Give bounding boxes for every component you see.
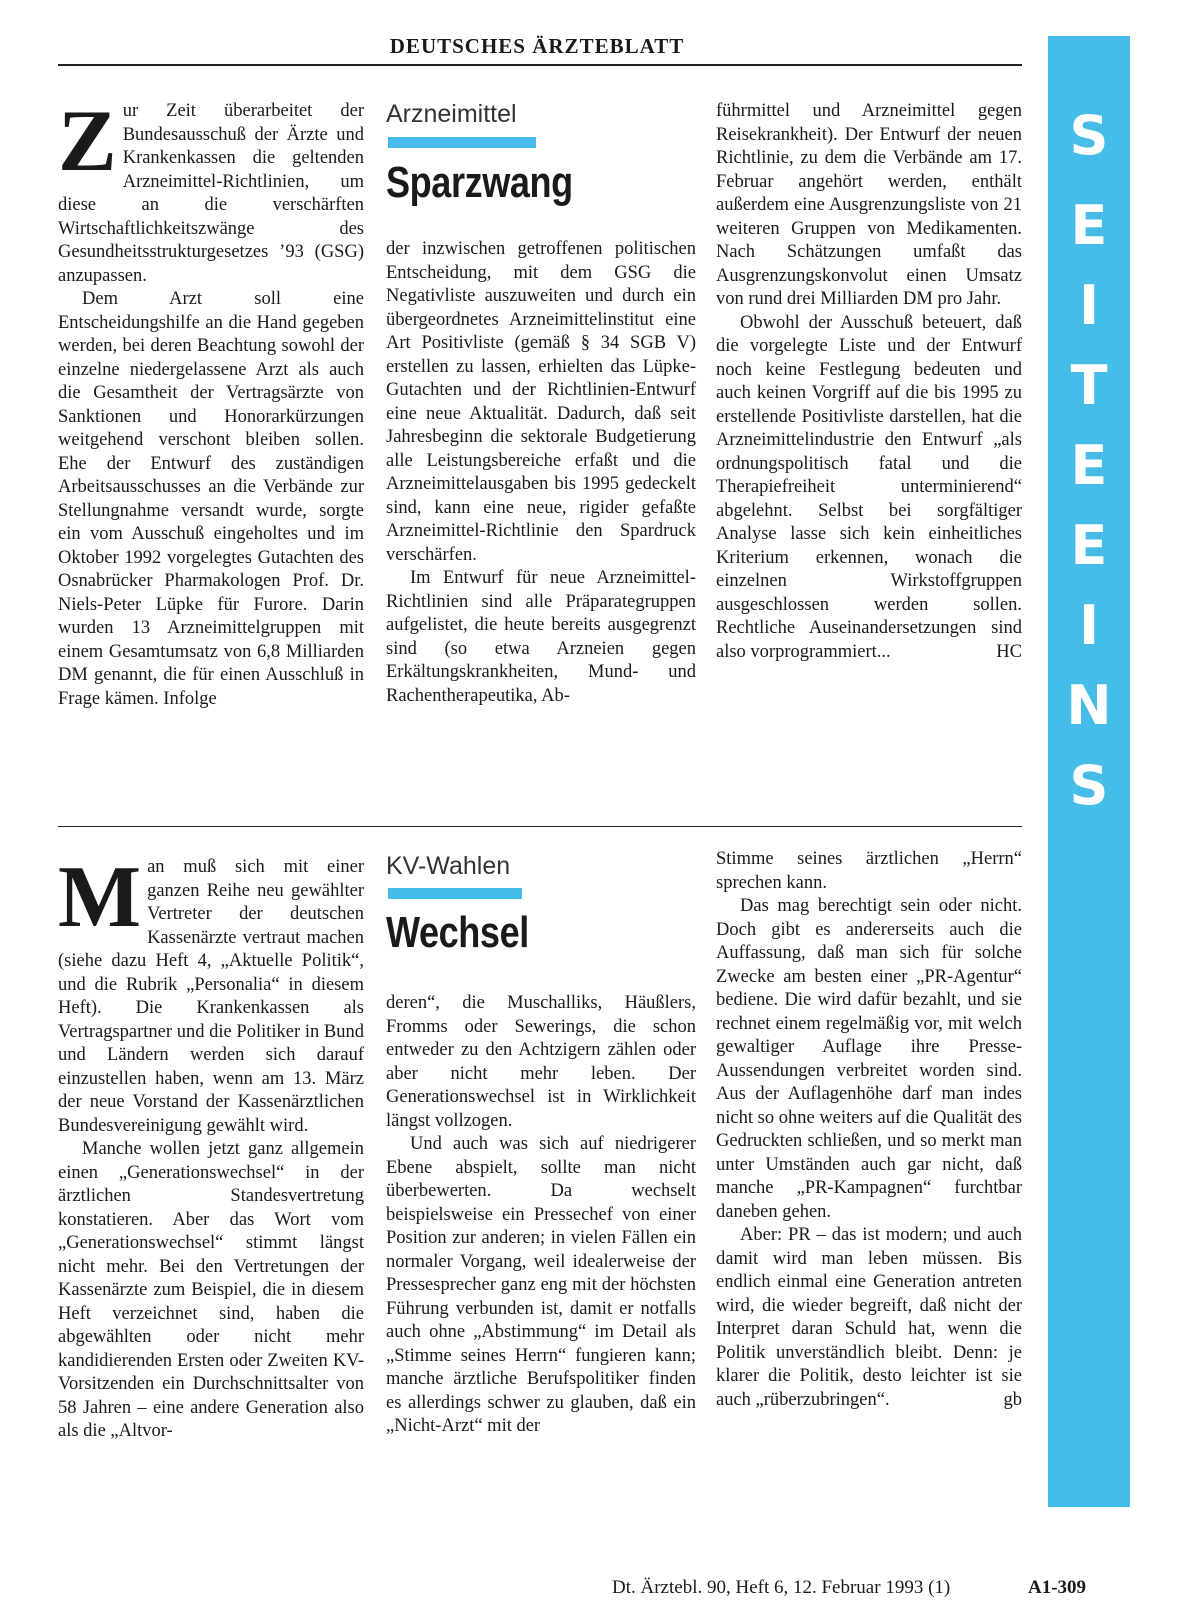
section-label-arzneimittel: Arzneimittel <box>386 100 517 128</box>
band-letter: N <box>1066 674 1112 737</box>
paragraph: an muß sich mit einer ganzen Reihe neu gewählter Vertreter der deutschen Kassenärzte vertraut machen (siehe dazu Heft 4, „Aktuelle Politik“, und die Rubrik „Personalia“ in diesem Heft). Die Krankenkassen als Vertragspartner und die Politiker in Bund und Ländern werden sich darauf einzustellen haben, wenn am 13. März der neue Vorstand der Kassenärztlichen Bundesvereinigung gewählt wird. <box>58 857 364 1136</box>
band-letter: S <box>1069 754 1109 817</box>
section-accent-bar <box>388 137 536 148</box>
paragraph: der inzwischen getroffenen politischen Entscheidung, mit dem GSG die Negativliste auszuweiten und durch ein übergeordnetes Arzneimittelinstitut eine Art Positivliste (gemäß § 34 SGB V) erstellen zu lassen, erhielten das Lüpke-Gutachten und der Richtlinien-Entwurf eine neue Aktualität. Dadurch, daß seit Jahresbeginn die sektorale Budgetierung alle Leistungsbereiche erfaßt und die Arzneimittelausgaben bis 1995 gedeckelt sind, kann eine neue, rigider gefaßte Arzneimittel-Richtlinie den Spardruck verschärfen. <box>386 239 696 565</box>
author-signoff: gb <box>1003 1389 1022 1410</box>
paragraph: Stimme seines ärztlichen „Herrn“ sprechen kann. <box>716 849 1022 893</box>
article1-column-2 <box>386 238 696 708</box>
section-label-kv-wahlen: KV-Wahlen <box>386 852 511 880</box>
paragraph: Manche wollen jetzt ganz allgemein einen „Generationswechsel“ in der ärztlichen Standesvertretung konstatieren. Aber das Wort vom „Generationswechsel“ stimmt längst nicht mehr. Bei den Vertretungen der Kassenärzte zum Beispiel, die in diesem Heft verzeichnet sind, haben die abgewählten oder nicht mehr kandidierenden Ersten oder Zweiten KV-Vorsitzenden ein Durchschnittsalter von 58 Jahren – eine andere Generation also als die „Altvor- <box>58 1139 364 1441</box>
seite-eins-band <box>1048 36 1130 1507</box>
article2-column-1 <box>58 849 364 1444</box>
top-rule <box>58 64 1022 66</box>
article-divider <box>58 826 1022 827</box>
band-letter: E <box>1070 434 1108 497</box>
paragraph: Im Entwurf für neue Arzneimittel-Richtlinien sind alle Präparategruppen aufgelistet, die heute bereits ausgegrenzt sind (so etwa Arzneien gegen Erkältungskrankheiten, Mund- und Rachentherapeutika, Ab- <box>386 568 696 706</box>
band-letter: S <box>1069 104 1109 167</box>
page-number: A1-309 <box>1028 1577 1087 1598</box>
article1-column-1 <box>58 93 364 711</box>
section-accent-bar <box>388 888 522 899</box>
article2-column-3 <box>716 848 1022 1412</box>
article1-column-3 <box>716 100 1022 664</box>
band-letter: E <box>1070 514 1108 577</box>
band-letter: I <box>1078 594 1100 657</box>
band-letter: I <box>1078 274 1100 337</box>
paragraph: Obwohl der Ausschuß beteuert, daß die vorgelegte Liste und der Entwurf noch keine Festlegung bedeuten und auch keinen Vorgriff auf die bis 1995 zu erstellende Positivliste darstellen, hat die Arzneimittelindustrie den Entwurf „als ordnungspolitisch fatal und die Therapiefreiheit unterminierend“ abgelehnt. Selbst bei sorgfältiger Analyse lasse sich kein einheitliches Kriterium erkennen, wonach die einzelnen Wirkstoffgruppen ausgeschlossen werden sollen. Rechtliche Auseinandersetzungen sind also vorprogrammiert... <box>716 312 1022 662</box>
paragraph: ur Zeit überarbeitet der Bundesausschuß der Ärzte und Krankenkassen die geltenden Arzneimittel-Richtlinien, um diese an die verschärften Wirtschaftlichkeitszwänge des Gesundheitsstrukturgesetzes ’93 (GSG) anzupassen. <box>58 101 364 286</box>
footer-citation: Dt. Ärztebl. 90, Heft 6, 12. Februar 1993 (1) <box>612 1577 951 1598</box>
headline-sparzwang: Sparzwang <box>386 158 573 207</box>
paragraph: Das mag berechtigt sein oder nicht. Doch gibt es andererseits auch die Auffassung, daß man sich für solche Zwecke am besten einer „PR-Agentur“ bediene. Die wird dafür bezahlt, und sie rechnet einem regelmäßig vor, mit welch gewaltiger Auflage ihre Presse-Aussendungen verbreitet worden sind. Aus der Auflagenhöhe darf man indes nicht so ohne weiters auf die Qualität des Gedruckten schließen, und so merkt man unter Umständen auch gar nicht, daß manche „PR-Kampagnen“ furchtbar daneben gehen. <box>716 896 1022 1222</box>
paragraph: deren“, die Muschalliks, Häußlers, Fromms oder Sewerings, die schon entweder zu den Achtzigern zählen oder aber nicht mehr leben. Der Generationswechsel ist in Wirklichkeit längst vollzogen. <box>386 993 696 1131</box>
paragraph: Aber: PR – das ist modern; und auch damit wird man leben müssen. Bis endlich einmal eine Generation antreten wird, die wieder begreift, daß nicht der Interpret daran Schuld hat, wenn die Politik unverständlich bleibt. Denn: je klarer die Politik, desto leichter ist sie auch „rüberzubringen“. <box>716 1225 1022 1410</box>
dropcap: M <box>58 849 142 946</box>
dropcap: Z <box>58 93 117 190</box>
band-letter: T <box>1070 354 1108 417</box>
headline-wechsel: Wechsel <box>386 908 529 957</box>
page-footer <box>0 1577 1100 1603</box>
band-letter: E <box>1070 194 1108 257</box>
masthead: DEUTSCHES ÄRZTEBLATT <box>389 34 685 58</box>
paragraph: Dem Arzt soll eine Entscheidungshilfe an die Hand gegeben werden, bei deren Beachtung sowohl der einzelne niedergelassene Arzt als auch die Gesamtheit der Vertragsärzte von Sanktionen und Honorarkürzungen weitgehend verschont bleiben sollen. Ehe der Entwurf des zuständigen Arbeitsausschusses an die Verbände zur Stellungnahme versandt wurde, sorgte ein vom Ausschuß eingeholtes und im Oktober 1992 vorgelegtes Gutachten des Osnabrücker Pharmakologen Prof. Dr. Niels-Peter Lüpke für Furore. Darin wurden 13 Arzneimittelgruppen mit einem Gesamtumsatz von 6,8 Milliarden DM genannt, die für einen Ausschluß in Frage kämen. Infolge <box>58 289 364 709</box>
paragraph: führmittel und Arzneimittel gegen Reisekrankheit). Der Entwurf der neuen Richtlinie, zu dem die Verbände am 17. Februar angehört werden, enthält außerdem eine Ausgrenzungsliste von 21 weiteren Gruppen von Medikamenten. Nach Schätzungen umfaßt das Ausgrenzungskonvolut einen Umsatz von rund drei Milliarden DM pro Jahr. <box>716 101 1022 309</box>
paragraph: Und auch was sich auf niedrigerer Ebene abspielt, sollte man nicht überbewerten. Da wechselt beispielsweise ein Pressechef von einer Position zur anderen; in vielen Fällen ein normaler Vorgang, weil idealerweise der Pressesprecher ganz eng mit der höchsten Führung verbunden ist, damit er notfalls auch ohne „Abstimmung“ im Detail als „Stimme seines Herrn“ fungieren kann; manche ärztliche Berufspolitiker finden es allerdings schwer zu glauben, daß ein „Nicht-Arzt“ mit der <box>386 1134 696 1436</box>
article2-column-2 <box>386 992 696 1439</box>
author-signoff: HC <box>996 641 1022 662</box>
